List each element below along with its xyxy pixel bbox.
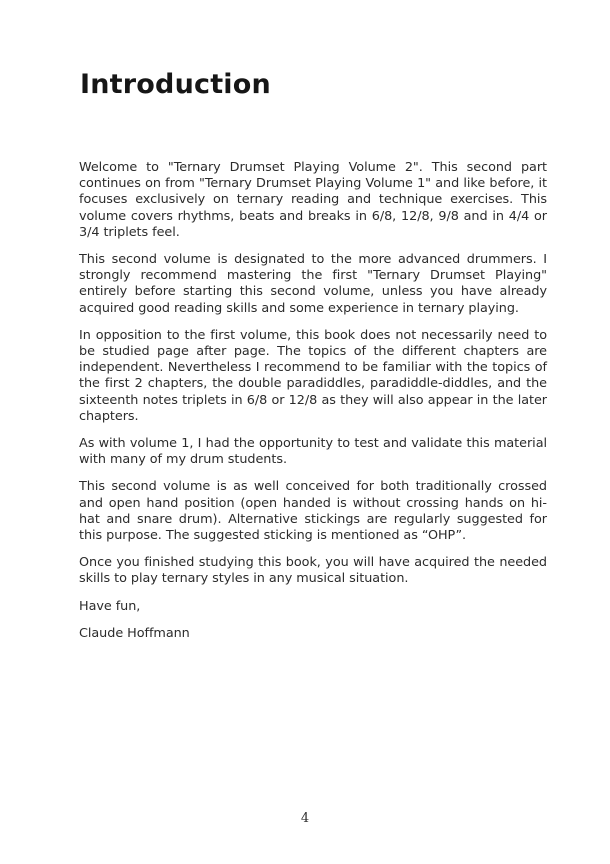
paragraph-open-hand-position: This second volume is as well conceived for both traditionally crossed and open hand position (open handed is without crossing hands on hi-hat and snare drum). Alternative stickings are regularly suggested for this purpose. The suggested sticking is mentioned as “OHP”. [79, 479, 547, 544]
page-number: 4 [300, 811, 310, 826]
author-signature: Claude Hoffmann [79, 625, 190, 641]
page-title: Introduction [80, 69, 271, 100]
closing-line: Have fun, [79, 598, 141, 614]
paragraph-welcome: Welcome to "Ternary Drumset Playing Volume 2". This second part continues on from "Ternary Drumset Playing Volume 1" and like before, it focuses exclusively on ternary reading and technique exercises. This volume covers rhythms, beats and breaks in 6/8, 12/8, 9/8 and in 4/4 or 3/4 triplets feel. [79, 160, 547, 240]
paragraph-advanced-drummers: This second volume is designated to the more advanced drummers. I strongly recommend mastering the first "Ternary Drumset Playing" entirely before starting this second volume, unless you have already acquired good reading skills and some experience in ternary playing. [79, 252, 547, 316]
document-body [79, 160, 547, 653]
paragraph-tested-material: As with volume 1, I had the opportunity to test and validate this material with many of my drum students. [79, 436, 547, 468]
paragraph-chapter-independence: In opposition to the first volume, this book does not necessarily need to be studied page after page. The topics of the different chapters are independent. Nevertheless I recommend to be familiar with the topics of the first 2 chapters, the double paradiddles, paradiddle-diddles, and the sixteenth notes triplets in 6/8 or 12/8 as they will also appear in the later chapters. [79, 327, 547, 424]
paragraph-conclusion: Once you finished studying this book, you will have acquired the needed skills to play ternary styles in any musical situation. [79, 555, 547, 587]
